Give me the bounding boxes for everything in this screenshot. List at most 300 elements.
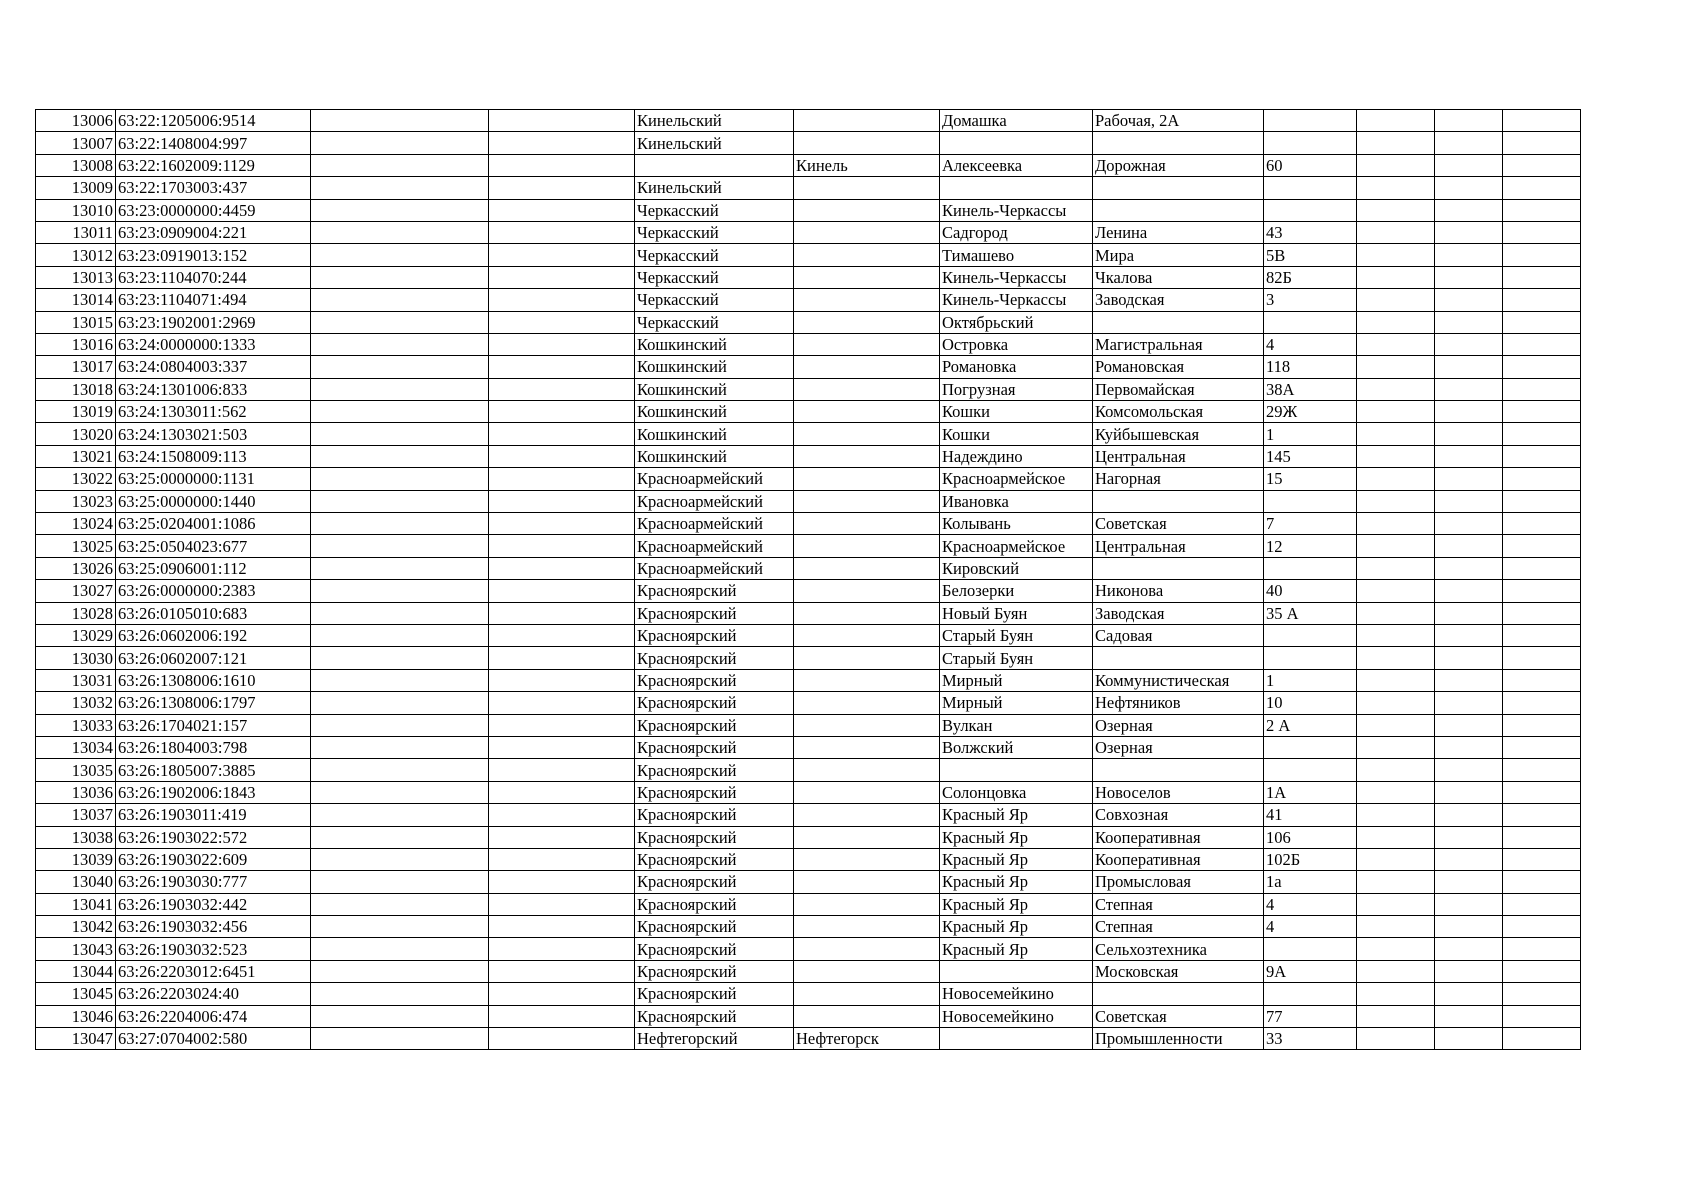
col-11-cell xyxy=(1435,1005,1503,1027)
col-11-cell xyxy=(1435,110,1503,132)
col-12-cell xyxy=(1503,781,1581,803)
house-cell xyxy=(1264,199,1357,221)
table-row xyxy=(36,893,1581,915)
house-cell: 38А xyxy=(1264,378,1357,400)
district-cell: Кошкинский xyxy=(635,423,794,445)
table-row xyxy=(36,490,1581,512)
cadastral-number-cell: 63:26:0000000:2383 xyxy=(116,580,311,602)
col-10-cell xyxy=(1357,602,1435,624)
street-cell: Советская xyxy=(1093,513,1264,535)
house-cell xyxy=(1264,132,1357,154)
cadastral-number-cell: 63:25:0204001:1086 xyxy=(116,513,311,535)
col-11-cell xyxy=(1435,669,1503,691)
street-cell: Рабочая, 2А xyxy=(1093,110,1264,132)
col-11-cell xyxy=(1435,445,1503,467)
col-12-cell xyxy=(1503,692,1581,714)
cadastral-number-cell: 63:26:2203012:6451 xyxy=(116,960,311,982)
settlement-cell: Белозерки xyxy=(940,580,1093,602)
row-number-cell: 13023 xyxy=(36,490,116,512)
registry-body xyxy=(36,110,1581,1050)
street-cell: Садовая xyxy=(1093,624,1264,646)
settlement-cell xyxy=(940,759,1093,781)
table-row xyxy=(36,356,1581,378)
table-row xyxy=(36,647,1581,669)
district-cell xyxy=(635,154,794,176)
col-3-cell xyxy=(311,177,489,199)
col-10-cell xyxy=(1357,736,1435,758)
cadastral-number-cell: 63:25:0906001:112 xyxy=(116,557,311,579)
col-11-cell xyxy=(1435,199,1503,221)
col-3-cell xyxy=(311,781,489,803)
street-cell xyxy=(1093,177,1264,199)
col-12-cell xyxy=(1503,960,1581,982)
row-number-cell: 13032 xyxy=(36,692,116,714)
street-cell xyxy=(1093,759,1264,781)
table-row xyxy=(36,983,1581,1005)
col-4-cell xyxy=(489,535,635,557)
district-cell: Нефтегорский xyxy=(635,1028,794,1050)
street-cell xyxy=(1093,557,1264,579)
col-3-cell xyxy=(311,132,489,154)
house-cell xyxy=(1264,177,1357,199)
district-cell: Кинельский xyxy=(635,132,794,154)
settlement-cell: Романовка xyxy=(940,356,1093,378)
district-cell: Красноармейский xyxy=(635,535,794,557)
cadastral-number-cell: 63:26:1902006:1843 xyxy=(116,781,311,803)
registry-table xyxy=(35,109,1581,1050)
col-11-cell xyxy=(1435,804,1503,826)
table-row xyxy=(36,714,1581,736)
col-10-cell xyxy=(1357,401,1435,423)
district-cell: Красноярский xyxy=(635,826,794,848)
cadastral-number-cell: 63:25:0000000:1131 xyxy=(116,468,311,490)
district-cell: Черкасский xyxy=(635,199,794,221)
col-4-cell xyxy=(489,893,635,915)
table-row xyxy=(36,736,1581,758)
street-cell: Дорожная xyxy=(1093,154,1264,176)
col-11-cell xyxy=(1435,356,1503,378)
col-3-cell xyxy=(311,468,489,490)
cadastral-number-cell: 63:26:1903022:572 xyxy=(116,826,311,848)
cadastral-number-cell: 63:26:1903032:456 xyxy=(116,916,311,938)
settlement-cell: Октябрьский xyxy=(940,311,1093,333)
table-row xyxy=(36,624,1581,646)
row-number-cell: 13045 xyxy=(36,983,116,1005)
col-4-cell xyxy=(489,781,635,803)
row-number-cell: 13006 xyxy=(36,110,116,132)
col-11-cell xyxy=(1435,513,1503,535)
row-number-cell: 13025 xyxy=(36,535,116,557)
cadastral-number-cell: 63:23:1104071:494 xyxy=(116,289,311,311)
col-11-cell xyxy=(1435,893,1503,915)
house-cell: 4 xyxy=(1264,333,1357,355)
house-cell xyxy=(1264,557,1357,579)
cadastral-number-cell: 63:26:1903032:442 xyxy=(116,893,311,915)
district-cell: Черкасский xyxy=(635,289,794,311)
col-4-cell xyxy=(489,1005,635,1027)
district-cell: Красноармейский xyxy=(635,468,794,490)
house-cell xyxy=(1264,110,1357,132)
col-11-cell xyxy=(1435,692,1503,714)
settlement-cell: Красный Яр xyxy=(940,871,1093,893)
house-cell xyxy=(1264,938,1357,960)
street-cell: Озерная xyxy=(1093,736,1264,758)
settlement-cell: Садгород xyxy=(940,221,1093,243)
settlement-cell: Кинель-Черкассы xyxy=(940,289,1093,311)
district-cell: Красноярский xyxy=(635,893,794,915)
settlement-cell: Новый Буян xyxy=(940,602,1093,624)
street-cell: Заводская xyxy=(1093,602,1264,624)
table-row xyxy=(36,244,1581,266)
col-12-cell xyxy=(1503,378,1581,400)
street-cell: Сельхозтехника xyxy=(1093,938,1264,960)
district-cell: Кошкинский xyxy=(635,333,794,355)
house-cell: 1 xyxy=(1264,669,1357,691)
settlement-cell: Кировский xyxy=(940,557,1093,579)
col-11-cell xyxy=(1435,938,1503,960)
house-cell: 40 xyxy=(1264,580,1357,602)
district-cell: Кошкинский xyxy=(635,378,794,400)
street-cell: Кооперативная xyxy=(1093,826,1264,848)
col-3-cell xyxy=(311,356,489,378)
settlement-cell: Красный Яр xyxy=(940,893,1093,915)
district-cell: Красноярский xyxy=(635,848,794,870)
table-row xyxy=(36,289,1581,311)
house-cell xyxy=(1264,311,1357,333)
col-12-cell xyxy=(1503,221,1581,243)
col-10-cell xyxy=(1357,804,1435,826)
col-3-cell xyxy=(311,445,489,467)
row-number-cell: 13024 xyxy=(36,513,116,535)
col-4-cell xyxy=(489,736,635,758)
table-row xyxy=(36,1005,1581,1027)
house-cell: 12 xyxy=(1264,535,1357,557)
col-3-cell xyxy=(311,378,489,400)
house-cell: 1А xyxy=(1264,781,1357,803)
col-4-cell xyxy=(489,490,635,512)
col-3-cell xyxy=(311,1028,489,1050)
col-11-cell xyxy=(1435,647,1503,669)
street-cell: Степная xyxy=(1093,893,1264,915)
city-cell xyxy=(794,781,940,803)
table-row xyxy=(36,826,1581,848)
street-cell: Промышленности xyxy=(1093,1028,1264,1050)
row-number-cell: 13012 xyxy=(36,244,116,266)
col-3-cell xyxy=(311,647,489,669)
col-12-cell xyxy=(1503,557,1581,579)
table-row xyxy=(36,602,1581,624)
district-cell: Красноярский xyxy=(635,624,794,646)
house-cell: 145 xyxy=(1264,445,1357,467)
row-number-cell: 13035 xyxy=(36,759,116,781)
col-12-cell xyxy=(1503,647,1581,669)
col-3-cell xyxy=(311,624,489,646)
col-12-cell xyxy=(1503,468,1581,490)
col-4-cell xyxy=(489,960,635,982)
district-cell: Красноярский xyxy=(635,759,794,781)
street-cell: Заводская xyxy=(1093,289,1264,311)
col-12-cell xyxy=(1503,938,1581,960)
cadastral-number-cell: 63:24:1508009:113 xyxy=(116,445,311,467)
house-cell xyxy=(1264,647,1357,669)
cadastral-number-cell: 63:25:0000000:1440 xyxy=(116,490,311,512)
house-cell xyxy=(1264,624,1357,646)
table-row xyxy=(36,513,1581,535)
col-10-cell xyxy=(1357,221,1435,243)
table-row xyxy=(36,199,1581,221)
district-cell: Кинельский xyxy=(635,110,794,132)
settlement-cell: Кинель-Черкассы xyxy=(940,266,1093,288)
col-4-cell xyxy=(489,154,635,176)
street-cell: Кооперативная xyxy=(1093,848,1264,870)
city-cell: Кинель xyxy=(794,154,940,176)
settlement-cell: Мирный xyxy=(940,669,1093,691)
city-cell xyxy=(794,199,940,221)
table-row xyxy=(36,692,1581,714)
col-11-cell xyxy=(1435,154,1503,176)
col-4-cell xyxy=(489,199,635,221)
col-3-cell xyxy=(311,714,489,736)
city-cell xyxy=(794,513,940,535)
col-4-cell xyxy=(489,624,635,646)
cadastral-number-cell: 63:26:1903030:777 xyxy=(116,871,311,893)
col-4-cell xyxy=(489,266,635,288)
district-cell: Красноярский xyxy=(635,669,794,691)
col-10-cell xyxy=(1357,893,1435,915)
house-cell: 2 А xyxy=(1264,714,1357,736)
district-cell: Красноармейский xyxy=(635,513,794,535)
col-11-cell xyxy=(1435,848,1503,870)
cadastral-number-cell: 63:26:1903022:609 xyxy=(116,848,311,870)
table-row xyxy=(36,1028,1581,1050)
house-cell xyxy=(1264,759,1357,781)
row-number-cell: 13021 xyxy=(36,445,116,467)
district-cell: Красноярский xyxy=(635,960,794,982)
row-number-cell: 13017 xyxy=(36,356,116,378)
col-4-cell xyxy=(489,647,635,669)
col-4-cell xyxy=(489,378,635,400)
city-cell xyxy=(794,401,940,423)
col-4-cell xyxy=(489,826,635,848)
row-number-cell: 13015 xyxy=(36,311,116,333)
street-cell xyxy=(1093,311,1264,333)
col-12-cell xyxy=(1503,983,1581,1005)
row-number-cell: 13031 xyxy=(36,669,116,691)
settlement-cell: Домашка xyxy=(940,110,1093,132)
col-10-cell xyxy=(1357,647,1435,669)
col-3-cell xyxy=(311,580,489,602)
street-cell xyxy=(1093,983,1264,1005)
district-cell: Красноярский xyxy=(635,692,794,714)
cadastral-number-cell: 63:24:1301006:833 xyxy=(116,378,311,400)
row-number-cell: 13047 xyxy=(36,1028,116,1050)
row-number-cell: 13038 xyxy=(36,826,116,848)
col-11-cell xyxy=(1435,557,1503,579)
col-4-cell xyxy=(489,244,635,266)
house-cell: 102Б xyxy=(1264,848,1357,870)
col-10-cell xyxy=(1357,490,1435,512)
city-cell xyxy=(794,960,940,982)
row-number-cell: 13026 xyxy=(36,557,116,579)
cadastral-number-cell: 63:26:0105010:683 xyxy=(116,602,311,624)
district-cell: Черкасский xyxy=(635,244,794,266)
city-cell xyxy=(794,266,940,288)
table-row xyxy=(36,669,1581,691)
col-10-cell xyxy=(1357,311,1435,333)
col-11-cell xyxy=(1435,244,1503,266)
street-cell: Романовская xyxy=(1093,356,1264,378)
cadastral-number-cell: 63:23:0000000:4459 xyxy=(116,199,311,221)
settlement-cell: Красный Яр xyxy=(940,938,1093,960)
col-12-cell xyxy=(1503,513,1581,535)
col-12-cell xyxy=(1503,333,1581,355)
col-3-cell xyxy=(311,333,489,355)
settlement-cell: Новосемейкино xyxy=(940,983,1093,1005)
district-cell: Красноярский xyxy=(635,938,794,960)
settlement-cell: Алексеевка xyxy=(940,154,1093,176)
city-cell xyxy=(794,110,940,132)
row-number-cell: 13033 xyxy=(36,714,116,736)
district-cell: Красноярский xyxy=(635,781,794,803)
street-cell: Центральная xyxy=(1093,535,1264,557)
col-10-cell xyxy=(1357,714,1435,736)
district-cell: Красноярский xyxy=(635,602,794,624)
house-cell: 77 xyxy=(1264,1005,1357,1027)
cadastral-number-cell: 63:24:1303021:503 xyxy=(116,423,311,445)
cadastral-number-cell: 63:24:1303011:562 xyxy=(116,401,311,423)
row-number-cell: 13008 xyxy=(36,154,116,176)
row-number-cell: 13028 xyxy=(36,602,116,624)
house-cell: 43 xyxy=(1264,221,1357,243)
col-4-cell xyxy=(489,983,635,1005)
street-cell: Первомайская xyxy=(1093,378,1264,400)
row-number-cell: 13014 xyxy=(36,289,116,311)
district-cell: Красноярский xyxy=(635,736,794,758)
district-cell: Красноярский xyxy=(635,916,794,938)
col-4-cell xyxy=(489,692,635,714)
city-cell xyxy=(794,647,940,669)
col-4-cell xyxy=(489,177,635,199)
row-number-cell: 13042 xyxy=(36,916,116,938)
col-12-cell xyxy=(1503,1028,1581,1050)
street-cell: Магистральная xyxy=(1093,333,1264,355)
col-11-cell xyxy=(1435,221,1503,243)
house-cell: 29Ж xyxy=(1264,401,1357,423)
col-4-cell xyxy=(489,132,635,154)
settlement-cell xyxy=(940,1028,1093,1050)
col-4-cell xyxy=(489,356,635,378)
col-12-cell xyxy=(1503,602,1581,624)
row-number-cell: 13039 xyxy=(36,848,116,870)
cadastral-number-cell: 63:23:0909004:221 xyxy=(116,221,311,243)
city-cell xyxy=(794,848,940,870)
col-12-cell xyxy=(1503,669,1581,691)
col-10-cell xyxy=(1357,535,1435,557)
cadastral-number-cell: 63:25:0504023:677 xyxy=(116,535,311,557)
col-4-cell xyxy=(489,445,635,467)
house-cell: 10 xyxy=(1264,692,1357,714)
col-4-cell xyxy=(489,513,635,535)
table-row xyxy=(36,177,1581,199)
city-cell xyxy=(794,221,940,243)
table-row xyxy=(36,557,1581,579)
table-row xyxy=(36,580,1581,602)
col-12-cell xyxy=(1503,804,1581,826)
col-12-cell xyxy=(1503,110,1581,132)
city-cell xyxy=(794,311,940,333)
col-11-cell xyxy=(1435,468,1503,490)
col-10-cell xyxy=(1357,759,1435,781)
table-row xyxy=(36,804,1581,826)
settlement-cell: Погрузная xyxy=(940,378,1093,400)
street-cell: Комсомольская xyxy=(1093,401,1264,423)
city-cell xyxy=(794,535,940,557)
col-4-cell xyxy=(489,602,635,624)
col-12-cell xyxy=(1503,624,1581,646)
settlement-cell: Тимашево xyxy=(940,244,1093,266)
settlement-cell: Вулкан xyxy=(940,714,1093,736)
street-cell: Нагорная xyxy=(1093,468,1264,490)
col-10-cell xyxy=(1357,781,1435,803)
col-4-cell xyxy=(489,669,635,691)
city-cell xyxy=(794,669,940,691)
city-cell xyxy=(794,983,940,1005)
cadastral-number-cell: 63:22:1205006:9514 xyxy=(116,110,311,132)
settlement-cell: Старый Буян xyxy=(940,624,1093,646)
cadastral-number-cell: 63:23:0919013:152 xyxy=(116,244,311,266)
col-12-cell xyxy=(1503,154,1581,176)
col-10-cell xyxy=(1357,289,1435,311)
col-11-cell xyxy=(1435,333,1503,355)
col-12-cell xyxy=(1503,356,1581,378)
col-10-cell xyxy=(1357,983,1435,1005)
city-cell xyxy=(794,1005,940,1027)
table-row xyxy=(36,423,1581,445)
city-cell xyxy=(794,177,940,199)
table-row xyxy=(36,378,1581,400)
col-10-cell xyxy=(1357,692,1435,714)
settlement-cell xyxy=(940,960,1093,982)
col-12-cell xyxy=(1503,871,1581,893)
house-cell: 1 xyxy=(1264,423,1357,445)
col-10-cell xyxy=(1357,871,1435,893)
district-cell: Кошкинский xyxy=(635,356,794,378)
col-3-cell xyxy=(311,490,489,512)
col-4-cell xyxy=(489,401,635,423)
row-number-cell: 13011 xyxy=(36,221,116,243)
col-4-cell xyxy=(489,916,635,938)
cadastral-number-cell: 63:24:0804003:337 xyxy=(116,356,311,378)
col-11-cell xyxy=(1435,490,1503,512)
col-10-cell xyxy=(1357,199,1435,221)
table-row xyxy=(36,781,1581,803)
col-11-cell xyxy=(1435,580,1503,602)
city-cell xyxy=(794,692,940,714)
district-cell: Черкасский xyxy=(635,266,794,288)
district-cell: Черкасский xyxy=(635,311,794,333)
row-number-cell: 13041 xyxy=(36,893,116,915)
col-3-cell xyxy=(311,759,489,781)
district-cell: Кошкинский xyxy=(635,401,794,423)
street-cell: Центральная xyxy=(1093,445,1264,467)
col-3-cell xyxy=(311,871,489,893)
row-number-cell: 13040 xyxy=(36,871,116,893)
col-3-cell xyxy=(311,289,489,311)
city-cell xyxy=(794,893,940,915)
city-cell xyxy=(794,916,940,938)
col-12-cell xyxy=(1503,199,1581,221)
settlement-cell: Волжский xyxy=(940,736,1093,758)
